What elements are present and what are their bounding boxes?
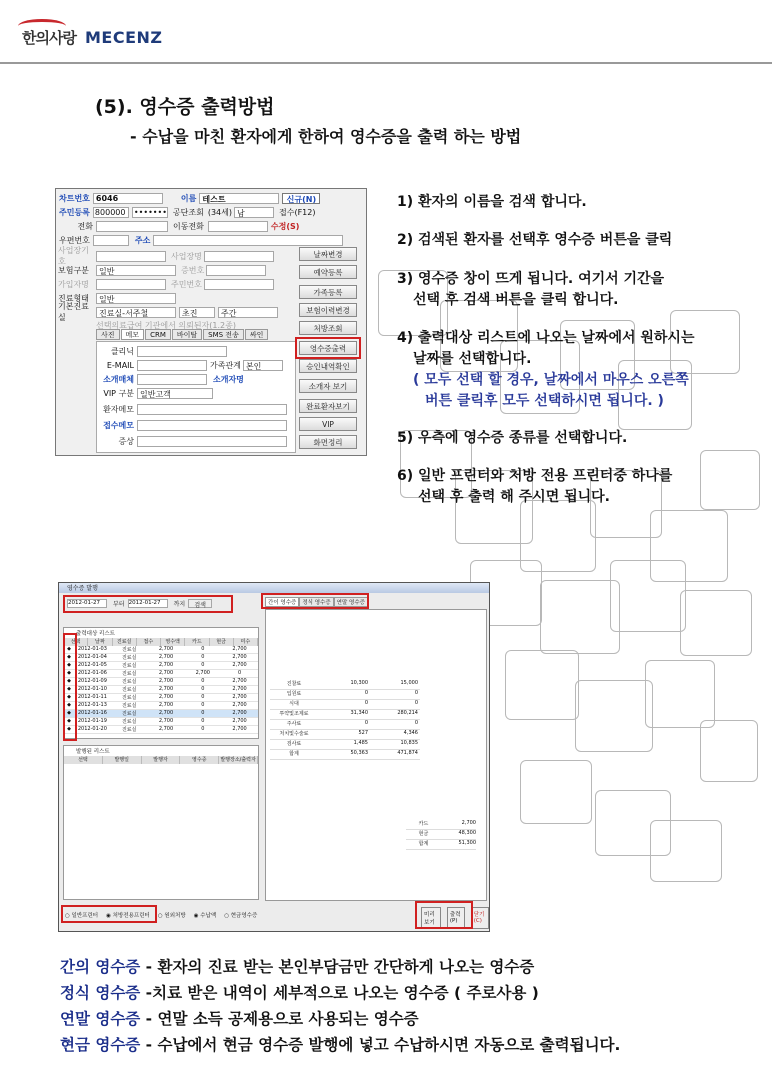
legend-yearend-receipt: 연말 영수증 - 연말 소득 공제용으로 사용되는 영수증	[60, 1010, 419, 1028]
amount-cell: 31,340	[350, 710, 368, 716]
receipt-window-screenshot	[58, 582, 490, 932]
list-cell: 2,700	[232, 686, 247, 692]
highlight-select-column	[63, 633, 77, 741]
approval-history-button[interactable]: 승인내역확인	[299, 359, 357, 373]
list-item[interactable]	[64, 646, 258, 654]
list-cell: 2,700	[158, 678, 174, 684]
preview-button[interactable]: 미리보기	[421, 907, 441, 929]
issued-column-header: 선택	[64, 756, 103, 764]
list-cell: 진료실	[121, 655, 137, 661]
list-item[interactable]	[64, 654, 258, 662]
list-cell: 0	[201, 662, 205, 668]
biz-code-label: 사업장기호	[58, 246, 89, 266]
amount-row	[270, 690, 420, 700]
amount-row	[270, 720, 420, 730]
row-select-marker[interactable]: ◆	[67, 646, 71, 652]
row-select-marker[interactable]: ◆	[67, 662, 71, 668]
basic-room-select[interactable]: 진료실-서주철	[96, 307, 176, 318]
jumin-back-field[interactable]: •••••••	[133, 207, 167, 217]
issued-column-header: 발행자	[142, 756, 181, 764]
amount-table	[270, 680, 420, 760]
clear-screen-button[interactable]: 화면정리	[299, 435, 357, 449]
chart-number-label: 차트번호	[59, 193, 90, 203]
visit-type-select[interactable]: 초진	[179, 307, 215, 318]
email-label: E-MAIL	[106, 360, 134, 370]
amount-cell: 0	[364, 700, 368, 706]
biz-name-field[interactable]	[204, 251, 274, 262]
amount-cell: 0	[364, 690, 368, 696]
printer-radio-option[interactable]: ○ 원외처방	[157, 913, 186, 919]
summary-cell: 합계	[418, 841, 429, 847]
vip-button[interactable]: VIP	[299, 417, 357, 431]
clinic-type-label: 진료형태	[58, 293, 89, 303]
phone-label: 전화	[77, 221, 93, 231]
age-text: (34세)	[207, 207, 232, 217]
list-item[interactable]	[64, 694, 258, 702]
close-button[interactable]: 닫기(C)	[471, 907, 489, 929]
amount-cell: 50,363	[350, 750, 368, 756]
list-item[interactable]	[64, 678, 258, 686]
tab-yearend-receipt[interactable]: 연말 영수증	[334, 597, 368, 607]
amount-cell: 투약및조제료	[279, 711, 309, 717]
referral-media-label: 소개매체	[103, 374, 134, 384]
prescription-lookup-button[interactable]: 처방조회	[299, 321, 357, 335]
amount-cell: 처치및수술료	[279, 731, 309, 737]
amount-cell: 진찰료	[286, 681, 302, 687]
list-column-header: 접수	[137, 638, 161, 646]
basic-room-label: 기본진료실	[58, 302, 89, 322]
list-cell: 진료실	[121, 663, 137, 669]
biz-code-field[interactable]	[96, 251, 166, 262]
step-3-line-2: 선택 후 검색 버튼을 클릭 합니다.	[413, 292, 619, 308]
list-item[interactable]	[64, 718, 258, 726]
list-cell: 0	[201, 654, 205, 660]
list-cell: 2,700	[232, 710, 247, 716]
chart-number-field[interactable]: 6046	[93, 193, 163, 204]
list-column-header: 카드	[185, 638, 209, 646]
list-cell: 2,700	[158, 726, 174, 732]
legend-simple-receipt: 간의 영수증 - 환자의 진료 받는 본인부담금만 간단하게 나오는 영수증	[60, 958, 535, 976]
list-item[interactable]	[64, 662, 258, 670]
step-5: 5) 우측에 영수증 종류를 선택합니다.	[397, 430, 628, 446]
list-cell: 진료실	[121, 719, 137, 725]
family-label: 가족관계	[210, 360, 241, 370]
summary-cell: 51,300	[458, 840, 476, 846]
issued-column-header: 발행일	[103, 756, 142, 764]
list-item[interactable]	[64, 686, 258, 694]
amount-cell: 471,874	[397, 750, 418, 756]
step-3-line-1: 3) 영수증 창이 뜨게 됩니다. 여기서 기간을	[397, 271, 665, 287]
reservation-button[interactable]: 예약등록	[299, 265, 357, 279]
amount-cell: 주사료	[286, 721, 302, 727]
completed-patients-button[interactable]: 완료환자보기	[299, 399, 357, 413]
referral-media-field[interactable]	[137, 374, 207, 385]
output-target-list	[63, 627, 259, 739]
list-cell: 2,700	[232, 662, 247, 668]
list-cell: 2012-01-10	[77, 686, 107, 692]
clinic-type-select[interactable]: 일반	[96, 293, 176, 304]
address-label: 주소	[134, 235, 151, 245]
summary-cell: 현금	[418, 831, 429, 837]
insurance-type-select[interactable]: 일반	[96, 265, 176, 276]
receipt-detail-panel	[265, 609, 487, 901]
list-cell: 2,700	[232, 678, 247, 684]
list-cell: 2,700	[158, 694, 174, 700]
amount-cell: 280,214	[397, 710, 418, 716]
list-cell: 진료실	[121, 687, 137, 693]
amount-cell: 1,485	[353, 740, 368, 746]
issued-list	[63, 745, 259, 900]
step-4-note-2: 버튼 클릭후 모두 선택하시면 됩니다. )	[425, 393, 664, 409]
list-cell: 0	[237, 670, 242, 676]
change-date-button[interactable]: 날짜변경	[299, 247, 357, 261]
list-cell: 2,700	[158, 646, 174, 652]
tab-photo[interactable]: 사진	[96, 329, 120, 340]
list-column-header: 날짜	[88, 638, 112, 646]
memo-tabs	[96, 329, 269, 340]
highlight-receipt-tabs	[261, 593, 369, 609]
issued-list-title: 발행된 리스트	[76, 749, 110, 755]
summary-cell: 카드	[418, 821, 429, 827]
list-cell: 0	[201, 718, 205, 724]
row-select-marker[interactable]: ◆	[67, 678, 71, 684]
clinic-field-label: 클리닉	[110, 346, 134, 356]
page-subtitle: - 수납을 마친 환자에게 한하여 영수증을 출력 하는 방법	[130, 127, 522, 146]
list-cell: 2012-01-13	[77, 702, 107, 708]
subscriber-jumin-label: 주민번호	[171, 279, 202, 289]
cert-number-label: 증번호	[181, 265, 205, 275]
insurance-lookup-label[interactable]: 공단조회	[172, 207, 204, 217]
amount-cell: 0	[414, 690, 418, 696]
amount-cell: 10,300	[350, 680, 368, 686]
step-1: 1) 환자의 이름을 검색 합니다.	[397, 194, 587, 210]
list-rows	[64, 646, 258, 734]
jumin-label: 주민등록	[59, 207, 90, 217]
logo-korean: 한의사랑	[22, 27, 76, 48]
reception-memo-field[interactable]	[137, 420, 287, 431]
list-cell: 2,700	[195, 670, 210, 676]
mobile-field[interactable]	[208, 221, 268, 232]
list-cell: 0	[201, 726, 205, 732]
issued-column-header: 영수증	[180, 756, 219, 764]
amount-row	[270, 750, 420, 760]
list-item[interactable]	[64, 670, 258, 678]
subscriber-field[interactable]	[96, 279, 166, 290]
search-button[interactable]: 검색	[188, 599, 212, 608]
highlight-printer-options	[61, 905, 157, 923]
printer-radio-option[interactable]: ◉ 수납액	[193, 913, 217, 919]
reception-memo-label: 접수메모	[103, 420, 134, 430]
summary-cell: 48,300	[458, 830, 476, 836]
amount-row	[270, 680, 420, 690]
amount-cell: 0	[414, 720, 418, 726]
address-field[interactable]	[153, 235, 343, 246]
amount-cell: 입원료	[286, 691, 302, 697]
legend-cash-receipt: 현금 영수증 - 수납에서 현금 영수증 발행에 넣고 수납하시면 자동으로 출력됩니다.	[60, 1036, 621, 1054]
list-cell: 진료실	[121, 703, 137, 709]
list-cell: 2,700	[158, 686, 174, 692]
list-cell: 진료실	[121, 679, 137, 685]
list-cell: 0	[201, 710, 205, 716]
list-cell: 2,700	[232, 654, 247, 660]
list-item[interactable]	[64, 710, 258, 718]
legend-formal-receipt: 정식 영수증 -치료 받은 내역이 세부적으로 나오는 영수증 ( 주로사용 )	[60, 984, 539, 1002]
list-cell: 2012-01-05	[77, 662, 107, 668]
row-select-marker[interactable]: ◆	[67, 694, 71, 700]
amount-row	[270, 730, 420, 740]
row-select-marker[interactable]: ◆	[67, 670, 71, 676]
date-from-field[interactable]: 2012-01-27	[67, 599, 107, 608]
amount-cell: 0	[414, 700, 418, 706]
clinic-field[interactable]	[137, 346, 227, 357]
patient-memo-field[interactable]	[137, 404, 287, 415]
list-cell: 2,700	[232, 718, 247, 724]
printer-radio-option[interactable]: ○ 현금영수증	[224, 913, 258, 919]
list-cell: 2012-01-19	[77, 718, 107, 724]
list-cell: 진료실	[121, 711, 137, 717]
phone-field[interactable]	[96, 221, 168, 232]
list-column-header: 현금	[210, 638, 234, 646]
postal-label: 우편번호	[59, 235, 90, 245]
summary-row	[406, 820, 476, 830]
family-select[interactable]: 본인	[243, 360, 283, 371]
gender-select[interactable]: 남	[234, 207, 274, 218]
family-register-button[interactable]: 가족등록	[299, 285, 357, 299]
highlight-receipt-button	[295, 337, 361, 359]
amount-cell: 527	[358, 730, 368, 736]
amount-cell: 10,835	[400, 740, 418, 746]
list-cell: 2012-01-20	[77, 726, 107, 732]
symptom-label: 증상	[118, 436, 134, 446]
list-cell: 진료실	[121, 695, 137, 701]
row-select-marker[interactable]: ◆	[67, 654, 71, 660]
amount-cell: 0	[364, 720, 368, 726]
list-cell: 진료실	[121, 727, 137, 733]
postal-field[interactable]	[93, 235, 129, 246]
list-cell: 2,700	[232, 694, 247, 700]
row-select-marker[interactable]: ◆	[67, 686, 71, 692]
referrer-label: 소개자명	[213, 374, 244, 384]
mobile-label: 이동전화	[173, 221, 204, 231]
list-item[interactable]	[64, 726, 258, 734]
list-cell: 진료실	[121, 671, 137, 677]
list-cell: 2,700	[158, 670, 174, 676]
name-label: 이름	[180, 193, 197, 203]
page-title: (5). 영수증 출력방법	[95, 96, 275, 118]
receipt-print-button[interactable]: 영수증출력	[299, 341, 357, 355]
amount-cell: 4,346	[403, 730, 418, 736]
list-cell: 2,700	[158, 702, 174, 708]
list-cell: 2,700	[158, 718, 174, 724]
list-cell: 2012-01-03	[77, 646, 107, 652]
list-cell: 2,700	[158, 662, 174, 668]
date-to-field[interactable]: 2012-01-27	[128, 599, 168, 608]
tab-vital[interactable]: 바이탈	[172, 329, 202, 340]
printer-radio-option[interactable]: ◉ 처방전용프린터	[106, 913, 150, 919]
list-cell: 진료실	[121, 647, 137, 653]
time-select[interactable]: 주간	[218, 307, 278, 318]
summary-row	[406, 830, 476, 840]
list-cell: 0	[201, 694, 205, 700]
list-cell: 2,700	[232, 702, 247, 708]
summary-cell: 2,700	[461, 820, 476, 826]
amount-cell: 검사료	[286, 741, 302, 747]
tab-sign[interactable]: 싸인	[245, 329, 269, 340]
list-cell: 2012-01-09	[77, 678, 107, 684]
list-item[interactable]	[64, 702, 258, 710]
highlight-date-search	[63, 595, 233, 613]
list-cell: 2,700	[232, 726, 247, 732]
list-cell: 2012-01-11	[77, 694, 107, 700]
row-select-marker[interactable]: ◆	[67, 710, 71, 716]
date-to-label: 까지	[173, 601, 186, 608]
tab-simple-receipt[interactable]: 간이 영수증	[265, 597, 299, 607]
list-cell: 2,700	[232, 646, 247, 652]
list-cell: 0	[201, 678, 205, 684]
printer-radio-option[interactable]: ○ 일반프린터	[65, 913, 99, 919]
list-title: 출력대상 리스트	[76, 631, 115, 637]
tab-memo[interactable]: 메모	[121, 329, 145, 340]
memo-panel	[96, 341, 296, 453]
referral-checkbox[interactable]: 선택의료급여 기관에서 의뢰된자(1.2종)	[96, 320, 236, 330]
list-cell: 2012-01-16	[77, 710, 107, 716]
amount-cell: 15,000	[400, 680, 418, 686]
row-select-marker[interactable]: ◆	[67, 718, 71, 724]
list-cell: 0	[201, 702, 205, 708]
amount-row	[270, 710, 420, 720]
print-button[interactable]: 출력(P)	[447, 907, 465, 929]
payment-summary	[406, 820, 476, 850]
symptom-field[interactable]	[137, 436, 287, 447]
tab-formal-receipt[interactable]: 정식 영수증	[299, 597, 333, 607]
subscriber-label: 가입자명	[58, 279, 89, 289]
date-from-label: 부터	[113, 601, 125, 608]
subscriber-jumin-field[interactable]	[204, 279, 274, 290]
header-divider	[0, 62, 772, 64]
list-header	[64, 638, 258, 646]
list-cell: 2012-01-04	[77, 654, 107, 660]
list-cell: 2,700	[158, 710, 174, 716]
step-4-line-2: 날짜를 선택합니다.	[413, 351, 532, 367]
list-column-header: 미수	[234, 638, 258, 646]
amount-row	[270, 740, 420, 750]
summary-row	[406, 840, 476, 850]
reception-button[interactable]: 접수(F12)	[279, 207, 316, 217]
logo-brand: MECENZ	[85, 28, 163, 47]
step-6-line-2: 선택 후 출력 해 주시면 됩니다.	[418, 489, 610, 505]
row-select-marker[interactable]: ◆	[67, 726, 71, 732]
insurance-history-button[interactable]: 보험이력변경	[299, 303, 357, 317]
highlight-print-button	[415, 901, 473, 929]
list-cell: 0	[201, 646, 205, 652]
name-field[interactable]: 테스트	[199, 193, 279, 204]
row-select-marker[interactable]: ◆	[67, 702, 71, 708]
list-cell: 2,700	[158, 654, 174, 660]
vip-select[interactable]: 일반고객	[137, 388, 213, 399]
biz-name-label: 사업장명	[171, 251, 202, 261]
window-titlebar: 영수증 발행	[59, 583, 489, 593]
tab-crm[interactable]: CRM	[145, 329, 171, 340]
issued-column-header: 발행장소/출력자	[219, 756, 258, 764]
list-column-header: 진료실	[113, 638, 137, 646]
email-field[interactable]	[137, 360, 207, 371]
insurance-type-label: 보험구분	[58, 265, 89, 275]
list-column-header: 영수액	[161, 638, 185, 646]
step-6-line-1: 6) 일반 프린터와 처방 전용 프린터중 하나를	[397, 468, 673, 484]
amount-cell: 식대	[289, 701, 299, 707]
step-4-line-1: 4) 출력대상 리스트에 나오는 날짜에서 원하시는	[397, 330, 695, 346]
patient-registration-screenshot	[55, 188, 367, 456]
modify-button[interactable]: 수정(S)	[270, 221, 300, 231]
new-patient-button[interactable]: 신규(N)	[282, 193, 320, 204]
vip-label: VIP 구분	[103, 388, 134, 398]
patient-memo-label: 환자메모	[103, 404, 134, 414]
list-column-header: 선택	[64, 638, 88, 646]
step-2: 2) 검색된 환자를 선택후 영수증 버튼을 클릭	[397, 232, 673, 248]
tab-sms[interactable]: SMS 전송	[203, 329, 244, 340]
step-4-note-1: ( 모두 선택 할 경우, 날짜에서 마우스 오른쪽	[413, 372, 689, 388]
jumin-front-field[interactable]: 800000	[93, 207, 129, 218]
amount-cell: 합계	[289, 751, 299, 757]
list-cell: 2012-01-06	[77, 670, 107, 676]
view-referrer-button[interactable]: 소개자 보기	[299, 379, 357, 393]
amount-row	[270, 700, 420, 710]
cert-number-field[interactable]	[206, 265, 266, 276]
list-cell: 0	[201, 686, 205, 692]
issued-list-header	[64, 756, 258, 764]
